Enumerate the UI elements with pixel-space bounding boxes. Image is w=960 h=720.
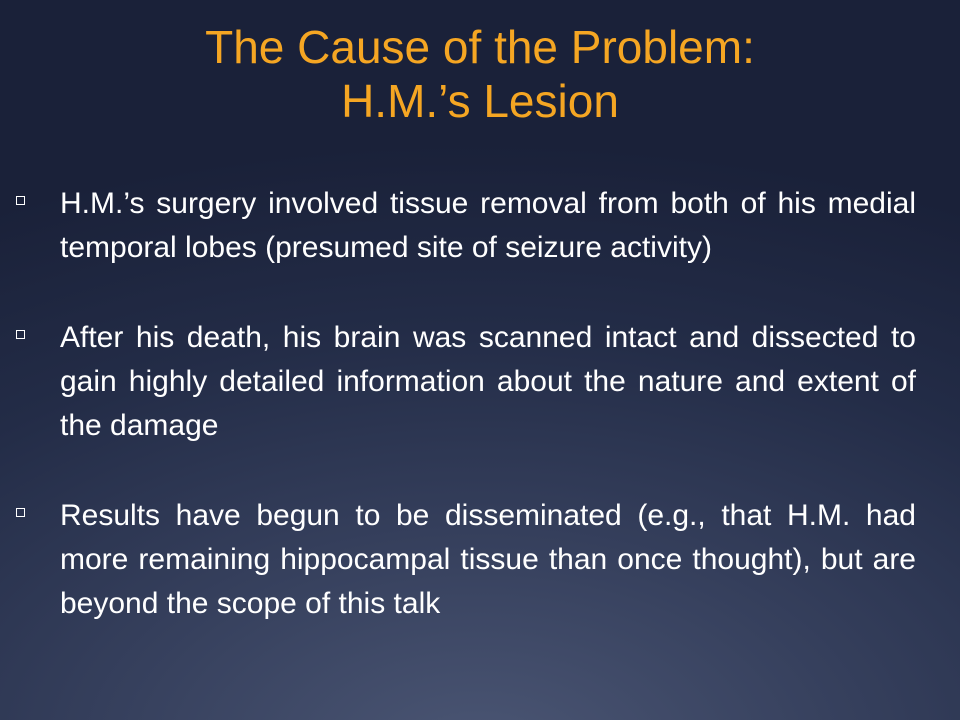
- bullet-item-surgery: [0, 182, 960, 270]
- slide-title: [0, 20, 960, 128]
- slide-title-line-2: H.M.’s Lesion: [341, 75, 619, 127]
- bullet-text: Results have begun to be disseminated (e.g., that H.M. had more remaining hippocampal tissue than once thought), but are beyond the scope of this talk: [60, 499, 916, 620]
- bullet-text: H.M.’s surgery involved tissue removal from both of his medial temporal lobes (presumed site of seizure activity): [60, 187, 916, 264]
- hollow-square-icon: [16, 330, 25, 339]
- bullet-text: After his death, his brain was scanned intact and dissected to gain highly detailed information about the nature and extent of the damage: [60, 321, 916, 442]
- bullet-list: [0, 182, 960, 672]
- bullet-item-results: [0, 494, 960, 626]
- slide-title-line-1: The Cause of the Problem:: [205, 21, 755, 73]
- hollow-square-icon: [16, 196, 25, 205]
- hollow-square-icon: [16, 508, 25, 517]
- bullet-item-brain-scan: [0, 316, 960, 448]
